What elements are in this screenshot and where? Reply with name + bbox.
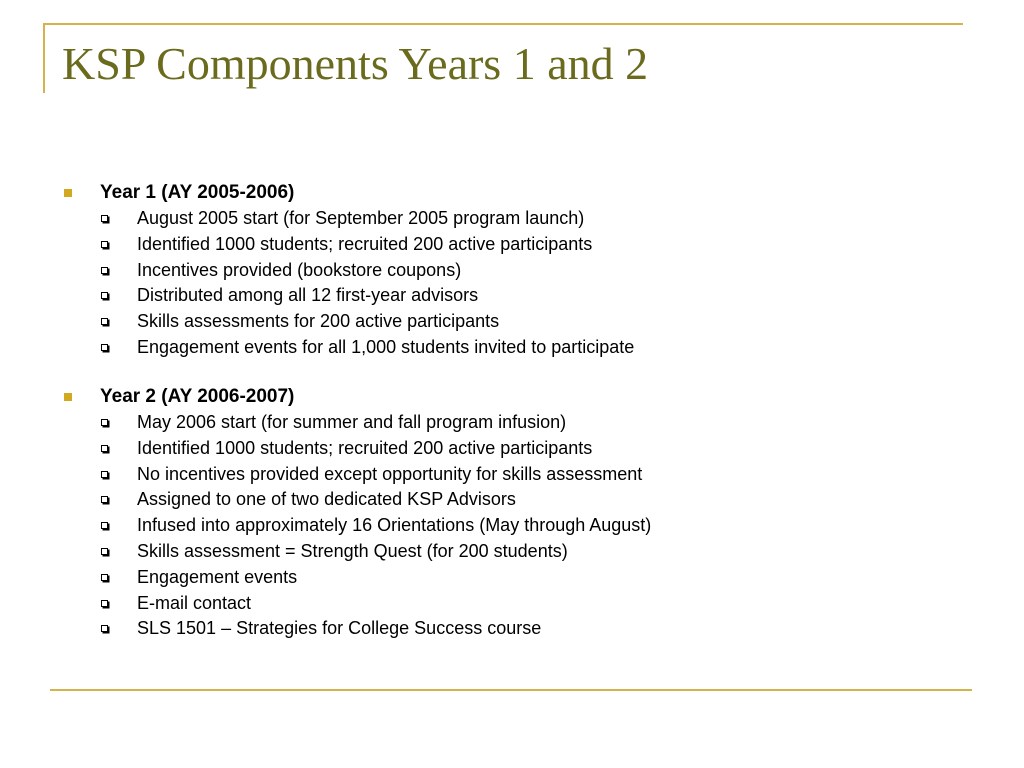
- box-bullet-icon: [101, 625, 108, 632]
- list-item-text: SLS 1501 – Strategies for College Success course: [137, 618, 542, 639]
- list-item-text: August 2005 start (for September 2005 program launch): [137, 208, 585, 228]
- bullet-list: [0, 206, 634, 361]
- list-item: [0, 591, 651, 617]
- list-item-text: Engagement events: [137, 566, 298, 587]
- box-bullet-icon: [101, 344, 108, 351]
- list-item-text: May 2006 start (for summer and fall program infusion): [137, 412, 567, 432]
- bullet-list: [0, 410, 651, 642]
- list-item: [0, 309, 634, 335]
- list-item: [0, 565, 651, 591]
- list-item-text: Identified 1000 students; recruited 200 active participants: [137, 233, 593, 254]
- list-item: [0, 487, 651, 513]
- box-bullet-icon: [101, 318, 108, 325]
- list-item-text: Identified 1000 students; recruited 200 active participants: [137, 437, 593, 458]
- box-bullet-icon: [101, 522, 108, 529]
- list-item-text: Infused into approximately 16 Orientations (May through August): [137, 515, 652, 536]
- list-item-text: Assigned to one of two dedicated KSP Advisors: [137, 489, 516, 510]
- box-bullet-icon: [101, 292, 108, 299]
- box-bullet-icon: [101, 471, 108, 478]
- top-accent-rule: [43, 23, 963, 25]
- list-item-text: Engagement events for all 1,000 students invited to participate: [137, 336, 635, 357]
- box-bullet-icon: [101, 267, 108, 274]
- box-bullet-icon: [101, 600, 108, 607]
- section-heading: Year 2 (AY 2006-2007): [100, 386, 295, 407]
- bottom-accent-rule: [50, 689, 972, 691]
- box-bullet-icon: [101, 241, 108, 248]
- slide-title: KSP Components Years 1 and 2: [62, 38, 649, 89]
- list-item: [0, 232, 634, 258]
- box-bullet-icon: [101, 496, 108, 503]
- box-bullet-icon: [101, 445, 108, 452]
- list-item: [0, 539, 651, 565]
- box-bullet-icon: [101, 215, 108, 222]
- list-item-text: E-mail contact: [137, 592, 252, 613]
- box-bullet-icon: [101, 574, 108, 581]
- list-item: [0, 410, 651, 436]
- square-bullet-icon: [64, 189, 72, 197]
- box-bullet-icon: [101, 419, 108, 426]
- list-item: [0, 616, 651, 642]
- list-item-text: Skills assessment = Strength Quest (for 200 students): [137, 540, 568, 561]
- box-bullet-icon: [101, 548, 108, 555]
- list-item: [0, 462, 651, 488]
- left-accent-rule: [43, 23, 45, 93]
- square-bullet-icon: [64, 393, 72, 401]
- list-item-text: Skills assessments for 200 active participants: [137, 311, 500, 332]
- list-item-text: No incentives provided except opportunity for skills assessment: [137, 463, 643, 484]
- list-item: [0, 436, 651, 462]
- list-item: [0, 283, 634, 309]
- section-heading: Year 1 (AY 2005-2006): [100, 182, 295, 203]
- list-item: [0, 206, 634, 232]
- list-item: [0, 513, 651, 539]
- list-item: [0, 258, 634, 284]
- list-item-text: Incentives provided (bookstore coupons): [137, 259, 462, 280]
- list-item-text: Distributed among all 12 first-year advisors: [137, 285, 479, 306]
- list-item: [0, 335, 634, 361]
